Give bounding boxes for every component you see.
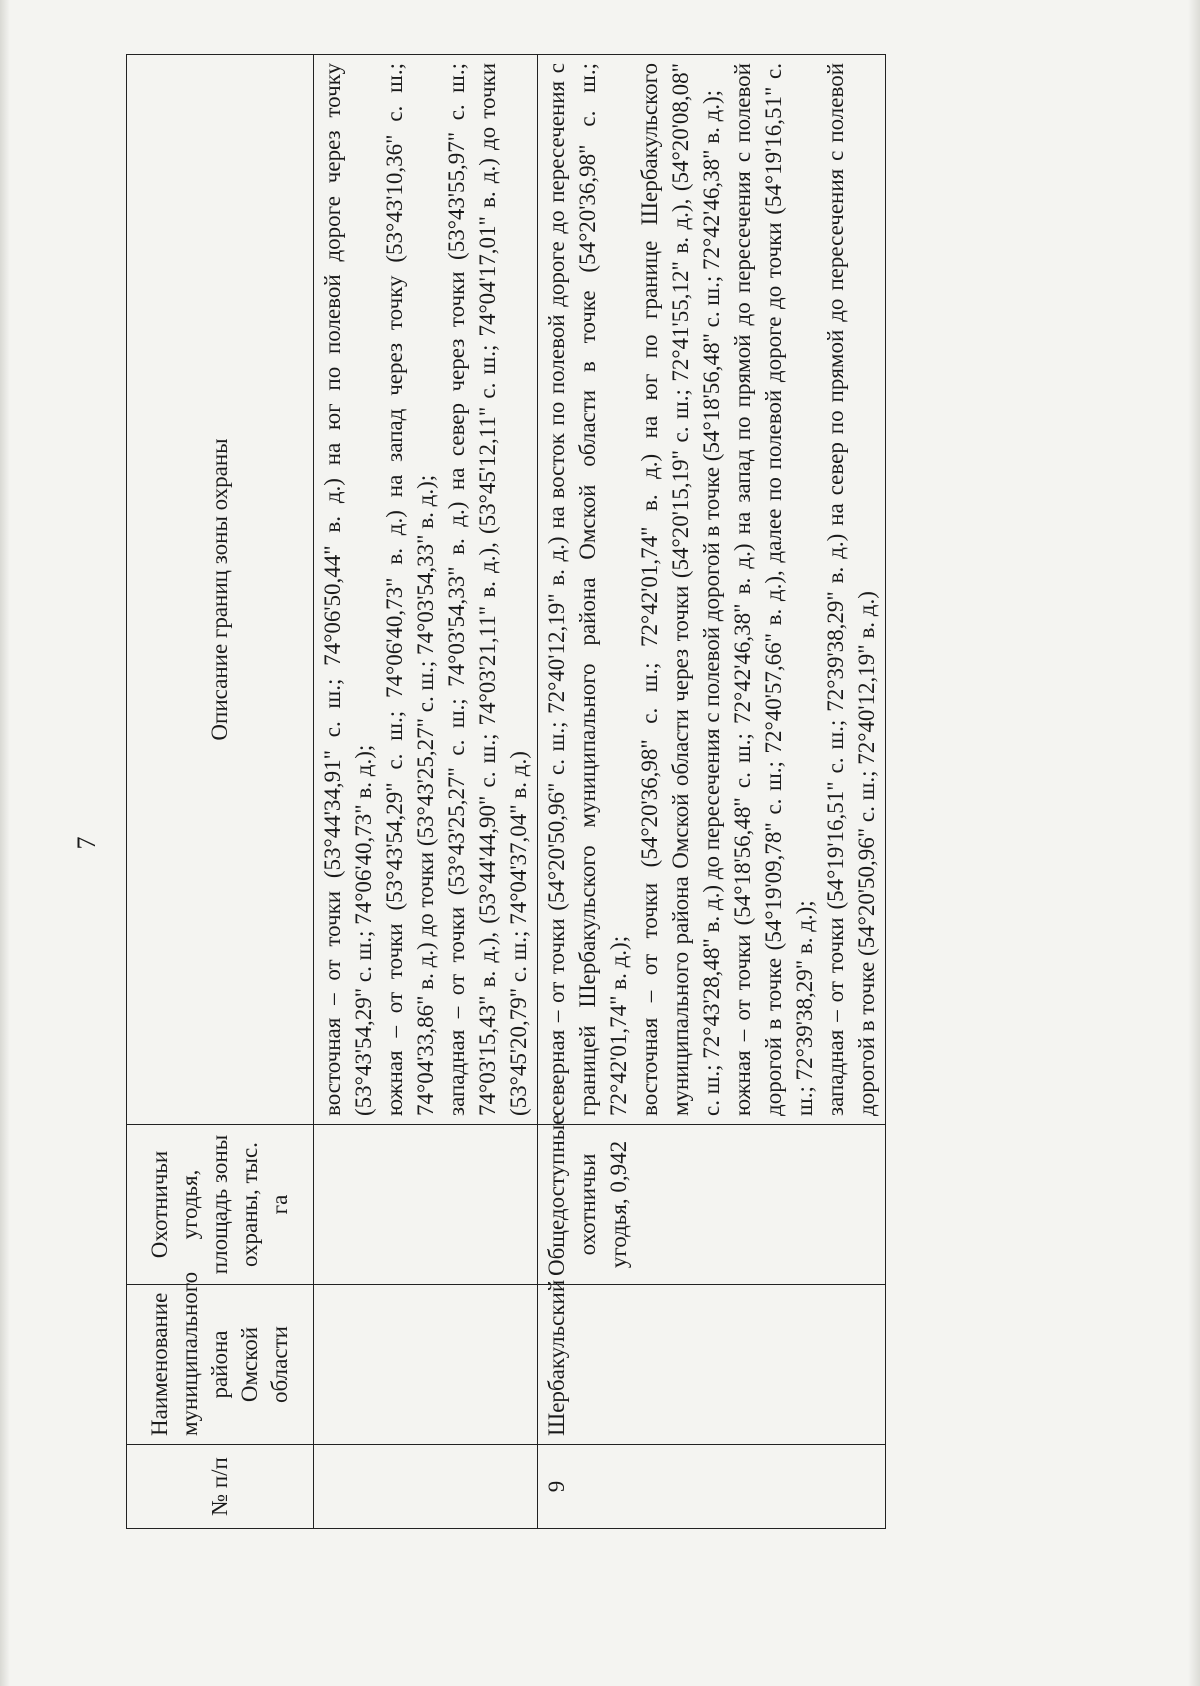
header-description: Описание границ зоны охраны <box>127 55 314 1125</box>
boundary-south: южная – от точки (54°18'56,48" с. ш.; 72°42'46,38" в. д.) на запад по прямой до пересечения с полевой дорогой в точке (54°19'09,78" с. ш.; 72°40'57,66" в. д.), далее по полевой дороге до точки (54°19'16,51" с. ш.; 72°39'38,29" в. д.); <box>730 63 817 1116</box>
boundary-south: южная – от точки (53°43'54,29" с. ш.; 74°06'40,73" в. д.) на запад через точку (53°43'10,36" с. ш.; 74°04'33,86" в. д.) до точки (53°43'25,27" с. ш.; 74°03'54,33" в. д.); <box>382 63 438 1116</box>
cell-lands: Общедоступные охотничьи угодья, 0,942 <box>538 1125 886 1285</box>
table-row <box>314 55 538 1529</box>
boundary-west: западная – от точки (53°43'25,27" с. ш.; 74°03'54,33" в. д.) на север через точки (53°43'55,97" с. ш.; 74°03'15,43" в. д.), (53°44'44,90" с. ш.; 74°03'21,11" в. д.), (53°45'12,11" с. ш.; 74°04'17,01" в. д.) до точки (53°45'20,79" с. ш.; 74°04'37,04" в. д.) <box>444 63 531 1116</box>
cell-district: Шербакульский <box>538 1285 886 1445</box>
boundary-east: восточная – от точки (54°20'36,98" с. ш.; 72°42'01,74" в. д.) на юг по границе Шербакульского муниципального района Омской области через точки (54°20'15,19" с. ш.; 72°41'55,12" в. д.), (54°20'08,08" с. ш.; 72°43'28,48" в. д.) до пересечения с полевой дорогой в точке (54°18'56,48" с. ш.; 72°42'46,38" в. д.); <box>637 63 724 1116</box>
cell-lands <box>314 1125 538 1285</box>
boundary-east: восточная – от точки (53°44'34,91" с. ш.; 74°06'50,44" в. д.) на юг по полевой дороге через точку (53°43'54,29" с. ш.; 74°06'40,73" в. д.); <box>320 63 376 1116</box>
cell-num <box>314 1445 538 1529</box>
header-lands: Охотничьи угодья, площадь зоны охраны, тыс. га <box>127 1125 314 1285</box>
page-number: 7 <box>72 836 101 850</box>
protection-zone-table <box>126 54 886 1529</box>
cell-district <box>314 1285 538 1445</box>
header-num: № п/п <box>127 1445 314 1529</box>
table-row <box>538 55 886 1529</box>
cell-description <box>314 55 538 1125</box>
cell-description <box>538 55 886 1125</box>
header-district: Наименование муниципального района Омской области <box>127 1285 314 1445</box>
boundary-west: западная – от точки (54°19'16,51" с. ш.; 72°39'38,29" в. д.) на север по прямой до пересечения с полевой дорогой в точке (54°20'50,96" с. ш.; 72°40'12,19" в. д.) <box>823 63 879 1116</box>
cell-num: 9 <box>538 1445 886 1529</box>
boundary-north: северная – от точки (54°20'50,96" с. ш.; 72°40'12,19" в. д.) на восток по полевой дороге до пересечения с границей Шербакульского муниципального района Омской области в точке (54°20'36,98" с. ш.; 72°42'01,74" в. д.); <box>544 63 631 1116</box>
table-header-row <box>127 55 314 1529</box>
